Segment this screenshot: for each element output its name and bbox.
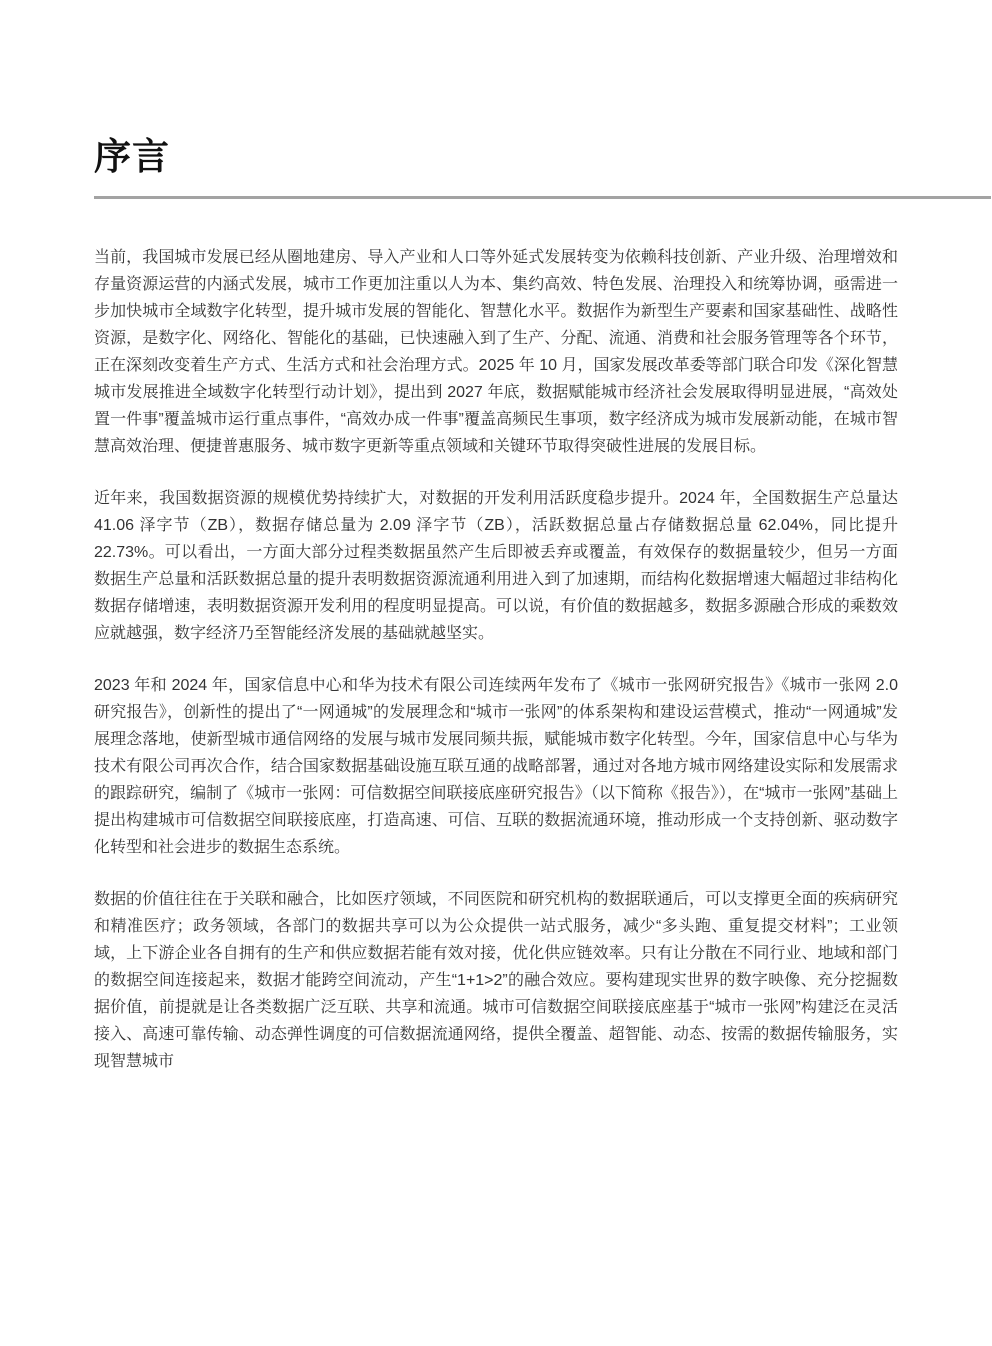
title-divider xyxy=(94,196,991,199)
page-title: 序言 xyxy=(94,136,170,177)
paragraph: 2023 年和 2024 年，国家信息中心和华为技术有限公司连续两年发布了《城市一张网研究报告》《城市一张网 2.0 研究报告》，创新性的提出了“一网通城”的发展理念和“城市一张网”的体系架构和建设运营模式，推动“一网通城”发展理念落地，使新型城市通信网络的发展与城市发展同频共振，赋能城市数字化转型。今年，国家信息中心与华为技术有限公司再次合作，结合国家数据基础设施互联互通的战略部署，通过对各地方城市网络建设实际和发展需求的跟踪研究，编制了《城市一张网：可信数据空间联接底座研究报告》（以下简称《报告》），在“城市一张网”基础上提出构建城市可信数据空间联接底座，打造高速、可信、互联的数据流通环境，推动形成一个支持创新、驱动数字化转型和社会进步的数据生态系统。 xyxy=(94,677,898,856)
preface-body xyxy=(94,244,898,1075)
paragraph: 当前，我国城市发展已经从圈地建房、导入产业和人口等外延式发展转变为依赖科技创新、产业升级、治理增效和存量资源运营的内涵式发展，城市工作更加注重以人为本、集约高效、特色发展、治理投入和统筹协调，亟需进一步加快城市全域数字化转型，提升城市发展的智能化、智慧化水平。数据作为新型生产要素和国家基础性、战略性资源，是数字化、网络化、智能化的基础，已快速融入到了生产、分配、流通、消费和社会服务管理等各个环节，正在深刻改变着生产方式、生活方式和社会治理方式。2025 年 10 月，国家发展改革委等部门联合印发《深化智慧城市发展推进全域数字化转型行动计划》，提出到 2027 年底，数据赋能城市经济社会发展取得明显进展，“高效处置一件事”覆盖城市运行重点事件，“高效办成一件事”覆盖高频民生事项，数字经济成为城市发展新动能，在城市智慧高效治理、便捷普惠服务、城市数字更新等重点领域和关键环节取得突破性进展的发展目标。 xyxy=(94,249,898,455)
paragraph: 近年来，我国数据资源的规模优势持续扩大，对数据的开发利用活跃度稳步提升。2024 年，全国数据生产总量达 41.06 泽字节（ZB），数据存储总量为 2.09 泽字节（ZB），活跃数据总量占存储数据总量 62.04%，同比提升 22.73%。可以看出，一方面大部分过程类数据虽然产生后即被丢弃或覆盖，有效保存的数据量较少，但另一方面数据生产总量和活跃数据总量的提升表明数据资源流通利用进入到了加速期，而结构化数据增速大幅超过非结构化数据存储增速，表明数据资源开发利用的程度明显提高。可以说，有价值的数据越多，数据多源融合形成的乘数效应就越强，数字经济乃至智能经济发展的基础就越坚实。 xyxy=(94,490,898,642)
paragraph: 数据的价值往往在于关联和融合，比如医疗领域，不同医院和研究机构的数据联通后，可以支撑更全面的疾病研究和精准医疗；政务领域，各部门的数据共享可以为公众提供一站式服务，减少“多头跑、重复提交材料”；工业领域，上下游企业各自拥有的生产和供应数据若能有效对接，优化供应链效率。只有让分散在不同行业、地域和部门的数据空间连接起来，数据才能跨空间流动，产生“1+1>2”的融合效应。要构建现实世界的数字映像、充分挖掘数据价值，前提就是让各类数据广泛互联、共享和流通。城市可信数据空间联接底座基于“城市一张网”构建泛在灵活接入、高速可靠传输、动态弹性调度的可信数据流通网络，提供全覆盖、超智能、动态、按需的数据传输服务，实现智慧城市 xyxy=(94,891,898,1070)
